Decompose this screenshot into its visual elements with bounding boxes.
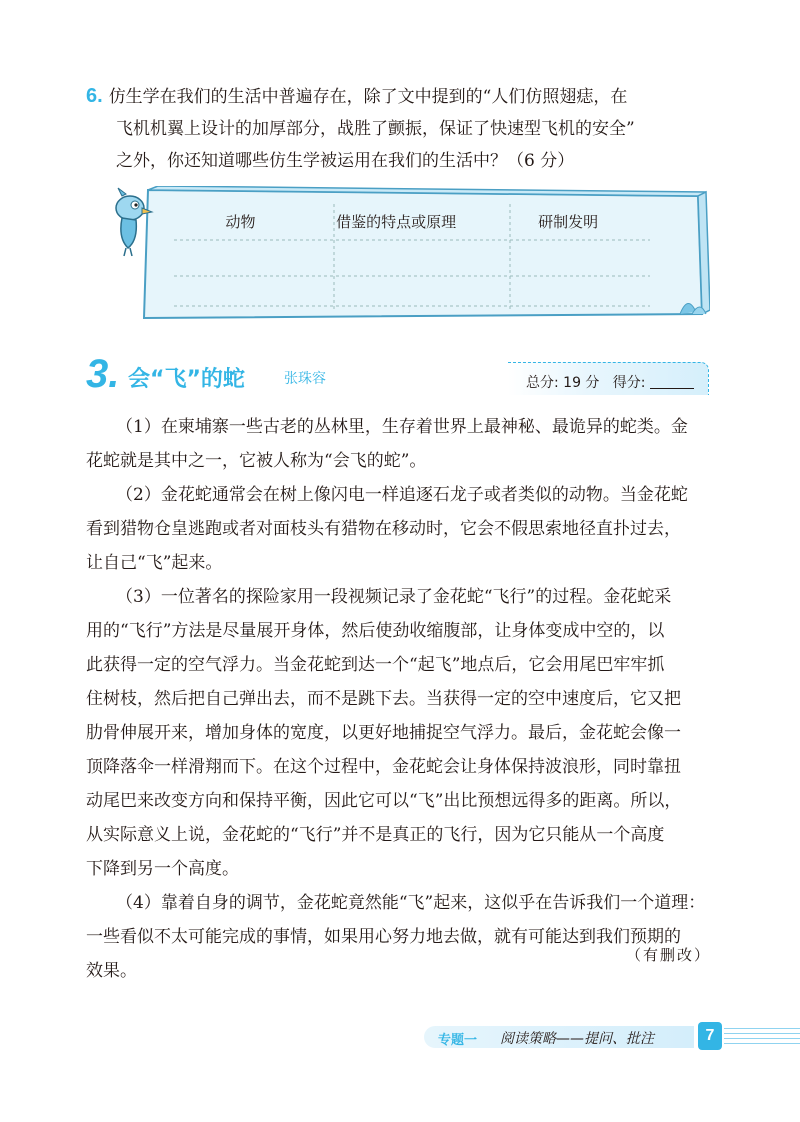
question-6: [86, 80, 726, 177]
footer-tag: 专题一: [438, 1033, 478, 1048]
article-title: 会“飞”的蛇: [128, 367, 245, 392]
total-score: 总分: 19 分: [526, 375, 600, 391]
answer-table: [175, 203, 650, 239]
footer-title: 阅读策略——提问、批注: [500, 1031, 654, 1047]
paragraph-1: （1）在柬埔寨一些古老的丛林里，生存着世界上最神秘、最诡异的蛇类。金 花蛇就是其中之一，它被人称为“会飞的蛇”。: [86, 417, 688, 471]
question-line-3: 之外，你还知道哪些仿生学被运用在我们的生活中？（6 分）: [116, 151, 575, 171]
question-line-2: 飞机机翼上设计的加厚部分，战胜了颤振，保证了快速型飞机的安全”: [116, 119, 635, 139]
article-number: 3.: [86, 352, 120, 396]
bird-icon: [108, 186, 158, 258]
column-header-principle: 借鉴的特点或原理: [336, 212, 457, 231]
footer-rule: [724, 1028, 800, 1029]
article-author: 张珠容: [284, 371, 326, 387]
paragraph-4: （4）靠着自身的调节，金花蛇竟然能“飞”起来，这似乎在告诉我们一个道理： 一些看似不太可能完成的事情，如果用心努力地去做，就有可能达到我们预期的 效果。: [86, 893, 706, 981]
source-note: （有删改）: [626, 946, 712, 964]
score-blank[interactable]: [650, 388, 694, 389]
question-line-1: 6. 仿生学在我们的生活中普遍存在，除了文中提到的“人们仿照翅痣，在: [86, 85, 628, 107]
page-footer: [424, 1022, 800, 1052]
paragraph-2: （2）金花蛇通常会在树上像闪电一样追逐石龙子或者类似的动物。当金花蛇 看到猎物仓皇逃跑或者对面枝头有猎物在移动时，它会不假思索地径直扑过去， 让自己“飞”起来。: [86, 485, 688, 573]
got-score-label: 得分:: [612, 375, 646, 391]
column-header-animal: 动物: [225, 212, 256, 231]
article-body: [86, 410, 726, 988]
footer-rule: [724, 1043, 800, 1044]
table-header-row: [175, 203, 650, 239]
question-number: 6.: [86, 85, 103, 107]
column-header-invention: 研制发明: [538, 212, 599, 231]
paragraph-3: （3）一位著名的探险家用一段视频记录了金花蛇“飞行”的过程。金花蛇采 用的“飞行”方法是尽量展开身体，然后使劲收缩腹部，让身体变成中空的，以 此获得一定的空气浮力。当金花蛇到达一个“起飞”地点后，它会用尾巴牢牢抓 住树枝，然后把自己弹出去，而不是跳下去。当获得一定的空中速度后，它又把 肋骨伸展开来，增加身体的宽度，以更好地捕捉空气浮力。最后，金花蛇会像一 顶降落伞一样滑翔而下。在这个过程中，金花蛇会让身体保持波浪形，同时靠扭 动尾巴来改变方向和保持平衡，因此它可以“飞”出比预想远得多的距离。所以， 从实际意义上说，金花蛇的“飞行”并不是真正的飞行，因为它只能从一个高度 下降到另一个高度。: [86, 587, 682, 879]
article-header: [86, 352, 726, 400]
footer-rule: [724, 1033, 800, 1034]
page-number: 7: [698, 1022, 722, 1050]
score-text: [526, 372, 694, 392]
footer-rule: [724, 1038, 800, 1039]
